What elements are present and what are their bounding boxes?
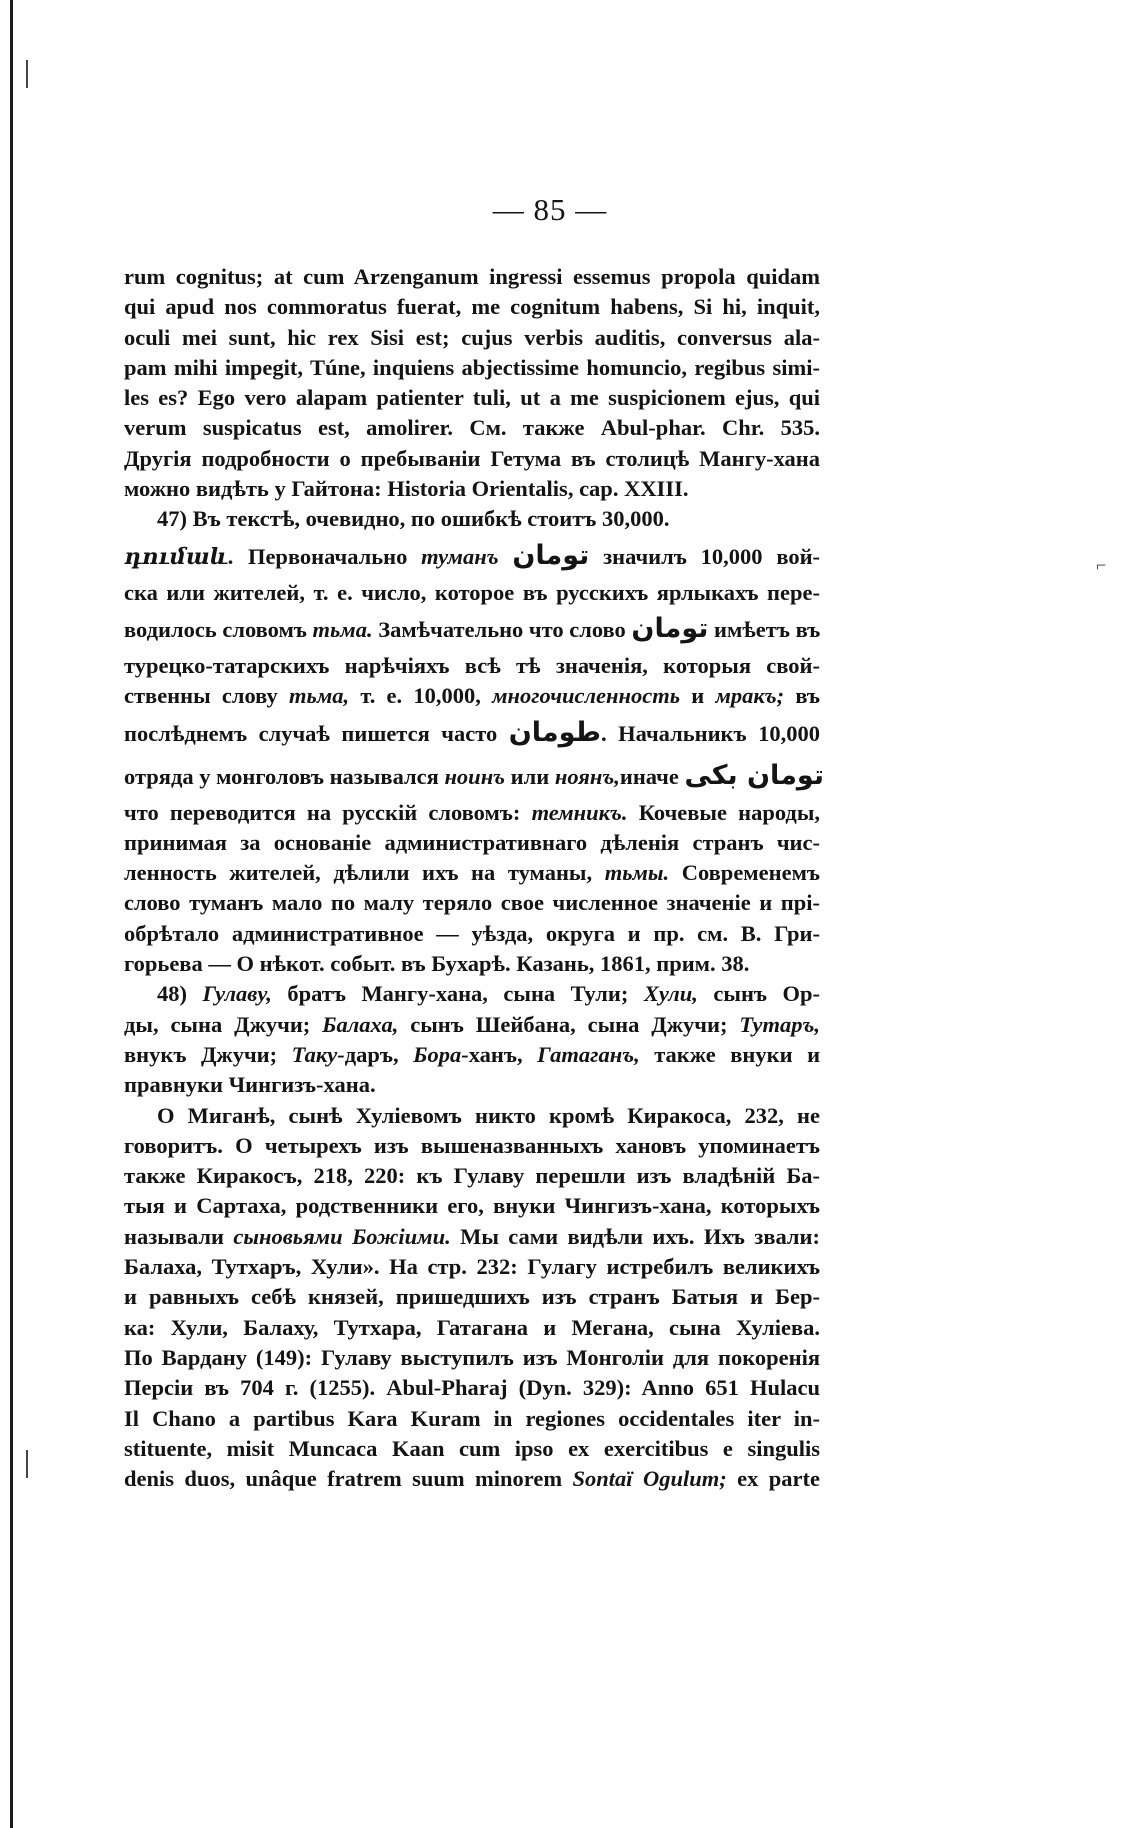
- text-line: oculi mei sunt, hic rex Sisi est; cujus verbis auditis, conversus ala-: [124, 324, 820, 350]
- italic-term: Бора-: [413, 1041, 469, 1067]
- text-line: rum cognitus; at cum Arzenganum ingressi essemus propola quidam: [124, 264, 820, 289]
- text-line: говоритъ. О четырехъ изъ вышеназванныхъ хановъ упоминаетъ: [124, 1132, 820, 1158]
- italic-term: Балаха,: [322, 1011, 399, 1037]
- armenian-word: դումաև.: [124, 543, 235, 569]
- italic-term: Таку-: [291, 1041, 345, 1067]
- text-line: можно видѣть у Гайтона: Historia Orientalis, cap. XXIII.: [124, 476, 689, 502]
- text-run: Мы сами видѣли ихъ. Ихъ звали:: [460, 1223, 821, 1249]
- text-run: что переводится на русскій словомъ:: [124, 799, 521, 825]
- text-line: ска или жителей, т. е. число, которое въ русскихъ ярлыкахъ пере-: [124, 579, 820, 605]
- text-line: послѣднемъ случаѣ пишется часто طومان. Начальникъ 10,000: [124, 716, 820, 748]
- text-line: [124, 1464, 820, 1494]
- text-line: и равныхъ себѣ князей, пришедшихъ изъ странъ Батыя и Бер-: [124, 1284, 820, 1310]
- text-run: послѣднемъ случаѣ пишется часто: [124, 720, 498, 746]
- text-line: принимая за основаніе административнаго дѣленія странъ чис-: [124, 829, 820, 855]
- text-line: [124, 608, 820, 651]
- text-line: [124, 681, 820, 711]
- text-run: Современемъ: [681, 860, 821, 886]
- binding-edge: [10, 0, 13, 1828]
- gutter-tick: [26, 1450, 28, 1478]
- italic-term: сыновьями Божіими.: [233, 1223, 451, 1249]
- text-line: Балаха, Тутхаръ, Хули». На стр. 232: Гулагу истребилъ великихъ: [124, 1254, 820, 1280]
- text-line: verum suspicatus est, amolirer. См. также Abul-phar. Chr. 535.: [124, 415, 820, 441]
- text-line: [124, 858, 820, 888]
- italic-term: ноянъ,: [554, 763, 620, 789]
- text-run: значилъ 10,000 вой-: [603, 543, 821, 569]
- italic-term: тьма,: [289, 683, 350, 709]
- text-run: имѣетъ въ: [714, 616, 821, 642]
- italic-term: мракъ;: [715, 683, 785, 709]
- text-run: ды, сына Джучи;: [124, 1011, 311, 1037]
- text-line: ка: Хули, Балаху, Тутхара, Гатагана и Мегана, сына Хуліева.: [124, 1314, 820, 1340]
- text-run: братъ Мангу-хана, сына Тули;: [287, 981, 629, 1007]
- text-run: водилось словомъ: [124, 616, 307, 642]
- italic-term: Тутаръ,: [739, 1011, 820, 1037]
- text-line: pam mihi impegit, Túne, inquiens abjectissime homuncio, regibus simi-: [124, 354, 820, 380]
- text-run: ленность жителей, дѣлили ихъ на туманы,: [124, 860, 593, 886]
- margin-mark: ⌐: [1096, 555, 1107, 575]
- text-line: турецко-татарскихъ нарѣчіяхъ всѣ тѣ значенія, которыя свой-: [124, 652, 820, 678]
- arabic-word: طومان: [508, 716, 601, 748]
- italic-term: туманъ: [421, 543, 499, 569]
- text-run: Начальникъ 10,000: [618, 720, 820, 746]
- text-run: называли: [124, 1223, 225, 1249]
- text-run: Первоначально: [247, 543, 408, 569]
- text-line: [124, 1010, 820, 1040]
- text-line: горьева — О нѣкот. событ. въ Бухарѣ. Казань, 1861, прим. 38.: [124, 951, 750, 977]
- text-line: тыя и Сартаха, родственники его, внуки Чингизъ-хана, которыхъ: [124, 1193, 820, 1219]
- text-line: Il Chano a partibus Kara Kuram in regiones occidentales iter in-: [124, 1405, 820, 1431]
- text-line: stituente, misit Muncaca Kaan cum ipso ex exercitibus e singulis: [124, 1435, 820, 1461]
- page-number: — 85 —: [492, 192, 608, 227]
- italic-term: Гатаганъ,: [537, 1041, 640, 1067]
- text-run: въ: [795, 683, 821, 709]
- text-run: внукъ Джучи;: [124, 1041, 278, 1067]
- arabic-word: تومان: [512, 539, 590, 571]
- text-run: даръ,: [344, 1041, 399, 1067]
- italic-term: Sontaï Ogulum;: [572, 1466, 727, 1492]
- text-line: слово туманъ мало по малу теряло свое численное значеніе и прі-: [124, 890, 820, 916]
- text-run: или: [510, 763, 550, 789]
- text-line: [124, 755, 824, 798]
- note-47-heading: 47) Въ текстѣ, очевидно, по ошибкѣ стоитъ 30,000.: [157, 506, 670, 532]
- arabic-word: تومان: [631, 612, 709, 644]
- text-line: les es? Ego vero alapam patienter tuli, ut a me suspicionem ejus, qui: [124, 385, 820, 411]
- text-line: [124, 535, 820, 578]
- text-line: правнуки Чингизъ-хана.: [124, 1072, 376, 1098]
- text-run: ственны слову: [124, 683, 278, 709]
- text-run: также внуки и: [654, 1041, 821, 1067]
- text-run: denis duos, unâque fratrem suum minorem: [124, 1466, 563, 1492]
- note-48-heading: [124, 979, 820, 1009]
- text-run: ex parte: [737, 1466, 820, 1492]
- text-run: Замѣчательно что слово: [378, 616, 626, 642]
- italic-term: Гулаву,: [202, 981, 272, 1007]
- text-block: [124, 262, 824, 1494]
- text-run: 48): [157, 981, 187, 1007]
- text-line: [124, 1040, 820, 1070]
- text-run: иначе: [619, 763, 679, 789]
- italic-term: тьма.: [312, 616, 373, 642]
- text-line: О Миганѣ, сынѣ Хуліевомъ никто кромѣ Киракоса, 232, не: [157, 1102, 820, 1128]
- text-line: [124, 1222, 820, 1252]
- text-run: т. е. 10,000,: [360, 683, 481, 709]
- text-line: также Киракосъ, 218, 220: къ Гулаву перешли изъ владѣній Ба-: [124, 1163, 820, 1189]
- italic-term: Хули,: [643, 981, 698, 1007]
- italic-term: тьмы.: [604, 860, 670, 886]
- text-run: ханъ,: [468, 1041, 523, 1067]
- italic-term: многочисленность: [492, 683, 681, 709]
- italic-term: темникъ.: [531, 799, 628, 825]
- text-line: Другія подробности о пребываніи Гетума въ столицѣ Мангу-хана: [124, 445, 820, 471]
- text-run: сынъ Шейбана, сына Джучи;: [410, 1011, 728, 1037]
- text-run: отряда у монголовъ назывался: [124, 763, 439, 789]
- text-line: По Вардану (149): Гулаву выступилъ изъ Монголіи для покоренія: [124, 1344, 820, 1370]
- text-run: и: [691, 683, 705, 709]
- gutter-tick: [26, 60, 28, 88]
- text-line: qui apud nos commoratus fuerat, me cognitum habens, Si hi, inquit,: [124, 294, 820, 320]
- text-line: [124, 798, 820, 828]
- text-run: сынъ Ор-: [713, 981, 821, 1007]
- italic-term: ноинъ: [444, 763, 506, 789]
- arabic-phrase: تومان بکی: [684, 759, 824, 791]
- text-run: Кочевые народы,: [638, 799, 821, 825]
- text-line: обрѣтало административное — уѣзда, округа и пр. см. В. Гри-: [124, 920, 820, 946]
- text-line: Персіи въ 704 г. (1255). Abul-Pharaj (Dyn. 329): Anno 651 Hulacu: [124, 1375, 820, 1401]
